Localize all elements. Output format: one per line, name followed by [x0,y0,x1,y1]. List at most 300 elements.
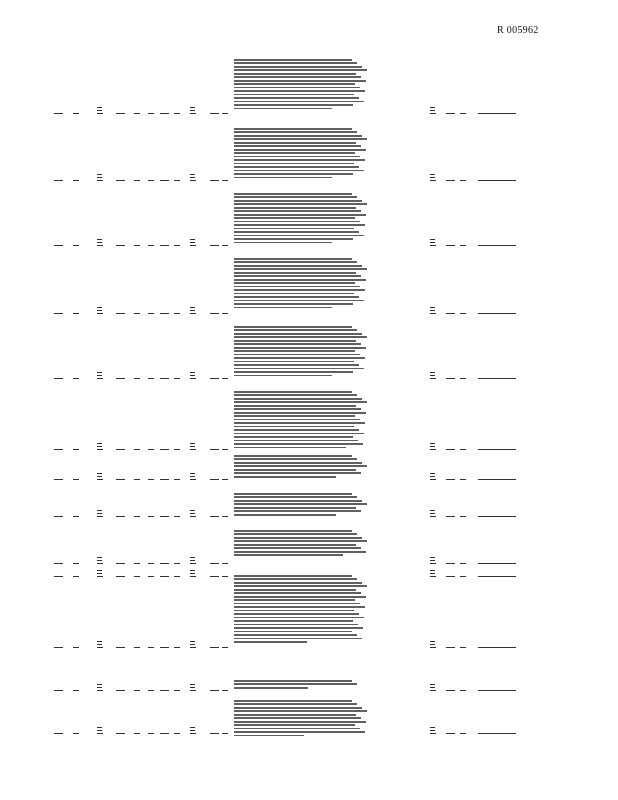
table-cell-mark [97,443,102,444]
sequence-line [234,728,360,730]
table-cell-mark [430,443,435,444]
sequence-line [234,228,354,230]
sequence-line [234,462,362,464]
sequence-line [234,193,352,195]
table-cell-mark [116,245,125,246]
table-cell-mark [222,647,228,648]
sequence-line [234,394,357,396]
table-cell-mark [222,563,228,564]
table-cell-mark [190,730,195,731]
sequence-line [234,721,366,723]
sequence-line [234,138,367,140]
sequence-line [234,589,356,591]
table-cell-mark [134,378,140,379]
table-cell-mark [460,113,466,114]
table-cell-mark [430,113,436,114]
table-cell-mark [97,177,102,178]
table-cell-mark [430,245,436,246]
table-cell-mark [190,516,196,517]
sequence-line [234,433,364,435]
table-cell-mark [174,449,180,450]
sequence-line [234,617,364,619]
table-cell-mark [97,307,102,308]
sequence-line [234,303,353,305]
table-cell-mark [190,563,196,564]
table-cell-mark [160,576,169,577]
table-cell-mark [97,563,103,564]
table-cell-mark [97,372,102,373]
table-cell-mark [430,684,435,685]
table-cell-mark [460,313,466,314]
sequence-line [234,62,357,64]
table-cell-mark [478,647,516,648]
sequence-line [234,104,353,106]
sequence-text-block [234,700,368,738]
table-cell-mark [430,733,436,734]
table-cell-mark [446,449,455,450]
table-cell-mark [430,375,435,376]
table-cell-mark [116,516,125,517]
sequence-text-block [234,493,368,517]
table-cell-mark [190,375,195,376]
table-cell-mark [190,372,195,373]
table-cell-mark [97,375,102,376]
table-cell-mark [54,313,63,314]
table-cell-mark [222,378,228,379]
table-cell-mark [210,180,219,181]
table-cell-mark [190,687,195,688]
table-cell-mark [134,449,140,450]
sequence-line [234,613,359,615]
table-cell-mark [222,733,228,734]
sequence-line [234,347,366,349]
sequence-line [234,354,360,356]
table-cell-mark [97,107,102,108]
table-cell-mark [446,113,455,114]
table-cell-mark [460,449,466,450]
sequence-line [234,80,366,82]
sequence-text-block [234,59,368,111]
sequence-line [234,163,354,165]
table-cell-mark [210,647,219,648]
table-cell-mark [446,245,455,246]
table-cell-mark [190,180,196,181]
sequence-line [234,544,356,546]
table-cell-mark [430,449,436,450]
table-cell-mark [54,563,63,564]
sequence-line [234,221,360,223]
table-cell-mark [446,690,455,691]
table-cell-mark [446,313,455,314]
sequence-line [234,203,367,205]
sequence-line [234,707,362,709]
sequence-line [234,391,352,393]
sequence-line [234,426,354,428]
table-cell-mark [190,449,196,450]
table-cell-mark [460,378,466,379]
table-cell-mark [174,479,180,480]
sequence-line [234,500,362,502]
table-cell-mark [134,245,140,246]
table-cell-mark [430,372,435,373]
sequence-line [234,624,358,626]
sequence-line [234,476,336,478]
table-cell-mark [460,180,466,181]
table-cell-mark [148,113,154,114]
table-cell-mark [97,446,102,447]
table-cell-mark [446,576,455,577]
table-cell-mark [210,245,219,246]
sequence-line [234,408,361,410]
sequence-line [234,472,361,474]
table-cell-mark [73,647,79,648]
sequence-line [234,69,367,71]
sequence-line [234,300,364,302]
table-cell-mark [430,576,436,577]
table-cell-mark [73,313,79,314]
table-cell-mark [116,180,125,181]
sequence-line [234,207,356,209]
table-cell-mark [97,641,102,642]
sequence-line [234,443,363,445]
sequence-line [234,76,361,78]
table-cell-mark [190,476,195,477]
sequence-line [234,142,356,144]
sequence-line [234,361,354,363]
sequence-line [234,717,361,719]
sequence-line [234,415,355,417]
table-cell-mark [134,733,140,734]
table-cell-mark [446,563,455,564]
table-cell-mark [148,690,154,691]
sequence-line [234,620,353,622]
table-cell-mark [116,113,125,114]
table-cell-mark [190,727,195,728]
table-cell-mark [210,479,219,480]
table-cell-mark [148,479,154,480]
sequence-text-block [234,258,368,310]
sequence-text-block [234,530,368,558]
table-cell-mark [478,733,516,734]
table-cell-mark [97,110,102,111]
table-cell-mark [190,239,195,240]
sequence-line [234,166,359,168]
table-cell-mark [430,513,435,514]
table-cell-mark [134,647,140,648]
sequence-line [234,610,354,612]
table-cell-mark [54,647,63,648]
sequence-line [234,514,336,516]
table-cell-mark [446,378,455,379]
table-cell-mark [97,510,102,511]
table-cell-mark [174,733,180,734]
sequence-line [234,606,365,608]
sequence-line [234,131,357,133]
sequence-line [234,224,365,226]
table-cell-mark [190,113,196,114]
table-cell-mark [134,313,140,314]
table-cell-mark [148,733,154,734]
table-cell-mark [478,245,516,246]
table-cell-mark [190,513,195,514]
table-cell-mark [116,449,125,450]
sequence-line [234,575,352,577]
table-cell-mark [160,313,169,314]
table-cell-mark [97,242,102,243]
sequence-line [234,687,308,689]
table-cell-mark [430,687,435,688]
sequence-line [234,87,360,89]
table-cell-mark [190,242,195,243]
sequence-line [234,638,362,640]
table-cell-mark [97,570,102,571]
table-cell-mark [148,378,154,379]
sequence-text-block [234,455,368,479]
table-cell-mark [73,113,79,114]
sequence-line [234,59,352,61]
table-cell-mark [97,245,103,246]
table-cell-mark [190,313,196,314]
table-cell-mark [190,177,195,178]
sequence-line [234,282,355,284]
sequence-line [234,177,332,179]
table-cell-mark [460,516,466,517]
table-cell-mark [190,446,195,447]
table-cell-mark [190,641,195,642]
sequence-line [234,94,354,96]
sequence-line [234,368,364,370]
sequence-line [234,554,343,556]
table-cell-mark [446,479,455,480]
sequence-line [234,469,356,471]
sequence-line [234,258,352,260]
sequence-line [234,97,359,99]
sequence-line [234,83,355,85]
table-cell-mark [148,449,154,450]
sequence-line [234,293,354,295]
table-cell-mark [222,479,228,480]
table-cell-mark [116,313,125,314]
table-cell-mark [73,563,79,564]
table-cell-mark [174,516,180,517]
table-cell-mark [148,180,154,181]
table-cell-mark [210,563,219,564]
table-cell-mark [430,110,435,111]
table-cell-mark [116,733,125,734]
sequence-line [234,401,367,403]
sequence-line [234,375,332,377]
table-cell-mark [116,690,125,691]
sequence-line [234,275,361,277]
table-cell-mark [160,516,169,517]
table-cell-mark [160,180,169,181]
sequence-line [234,101,364,103]
sequence-line [234,210,361,212]
sequence-line [234,700,352,702]
sequence-line [234,200,362,202]
sequence-line [234,634,357,636]
table-cell-mark [430,644,435,645]
table-cell-mark [190,245,196,246]
table-cell-mark [97,516,103,517]
sequence-line [234,436,353,438]
table-cell-mark [134,576,140,577]
sequence-line [234,458,357,460]
table-cell-mark [210,576,219,577]
table-cell-mark [54,113,63,114]
table-cell-mark [430,641,435,642]
table-cell-mark [160,113,169,114]
sequence-line [234,585,367,587]
sequence-line [234,343,361,345]
sequence-line [234,350,355,352]
table-cell-mark [460,647,466,648]
sequence-line [234,582,362,584]
table-cell-mark [97,573,102,574]
sequence-line [234,152,355,154]
table-cell-mark [190,473,195,474]
sequence-line [234,336,367,338]
sequence-line [234,265,362,267]
table-cell-mark [73,479,79,480]
table-cell-mark [97,730,102,731]
table-cell-mark [430,573,435,574]
table-cell-mark [430,557,435,558]
table-cell-mark [54,733,63,734]
table-cell-mark [148,516,154,517]
sequence-line [234,596,366,598]
sequence-line [234,540,367,542]
sequence-line [234,235,364,237]
table-cell-mark [222,245,228,246]
table-cell-mark [160,563,169,564]
table-cell-mark [190,378,196,379]
table-cell-mark [160,647,169,648]
table-cell-mark [174,378,180,379]
table-cell-mark [222,113,228,114]
table-cell-mark [134,113,140,114]
sequence-line [234,547,361,549]
sequence-line [234,135,362,137]
table-cell-mark [174,647,180,648]
sequence-line [234,268,367,270]
table-cell-mark [190,576,196,577]
table-cell-mark [174,576,180,577]
table-cell-mark [148,245,154,246]
sequence-line [234,128,352,130]
table-cell-mark [430,180,436,181]
table-cell-mark [190,107,195,108]
table-cell-mark [97,690,103,691]
sequence-line [234,173,353,175]
sequence-line [234,286,360,288]
table-cell-mark [54,449,63,450]
sequence-line [234,73,356,75]
sequence-text-block [234,326,368,378]
table-cell-mark [148,563,154,564]
table-cell-mark [190,174,195,175]
table-cell-mark [430,516,436,517]
table-cell-mark [73,576,79,577]
table-cell-mark [160,733,169,734]
table-cell-mark [54,516,63,517]
sequence-line [234,551,366,553]
table-cell-mark [222,449,228,450]
table-cell-mark [160,245,169,246]
table-cell-mark [134,180,140,181]
table-cell-mark [97,733,103,734]
table-cell-mark [190,110,195,111]
table-cell-mark [190,557,195,558]
sequence-line [234,214,366,216]
table-cell-mark [73,449,79,450]
table-cell-mark [190,310,195,311]
table-cell-mark [430,560,435,561]
sequence-line [234,357,365,359]
table-cell-mark [97,644,102,645]
table-cell-mark [210,733,219,734]
table-cell-mark [116,479,125,480]
sequence-line [234,405,356,407]
sequence-line [234,631,352,633]
table-cell-mark [460,733,466,734]
table-cell-mark [190,560,195,561]
sequence-line [234,159,365,161]
sequence-line [234,592,361,594]
table-cell-mark [430,510,435,511]
sequence-line [234,447,346,449]
table-cell-mark [190,690,196,691]
sequence-text-block [234,128,368,180]
table-cell-mark [460,690,466,691]
table-cell-mark [134,479,140,480]
table-cell-mark [97,560,102,561]
table-cell-mark [97,313,103,314]
table-cell-mark [97,180,103,181]
table-cell-mark [97,449,103,450]
table-cell-mark [478,313,516,314]
table-cell-mark [54,576,63,577]
sequence-text-block [234,575,368,645]
sequence-line [234,440,358,442]
table-cell-mark [73,180,79,181]
table-cell-mark [210,690,219,691]
table-cell-mark [97,687,102,688]
table-cell-mark [190,684,195,685]
table-cell-mark [97,476,102,477]
table-cell-mark [190,570,195,571]
table-cell-mark [190,307,195,308]
table-cell-mark [160,690,169,691]
table-cell-mark [478,378,516,379]
table-cell-mark [430,307,435,308]
table-cell-mark [430,570,435,571]
table-cell-mark [430,690,436,691]
sequence-text-block [234,680,368,690]
table-cell-mark [148,313,154,314]
table-cell-mark [160,449,169,450]
table-cell-mark [97,174,102,175]
table-cell-mark [160,479,169,480]
table-cell-mark [97,684,102,685]
sequence-line [234,455,352,457]
table-cell-mark [97,513,102,514]
table-cell-mark [73,733,79,734]
sequence-text-block [234,391,368,450]
table-cell-mark [210,449,219,450]
table-cell-mark [54,180,63,181]
table-cell-mark [460,245,466,246]
